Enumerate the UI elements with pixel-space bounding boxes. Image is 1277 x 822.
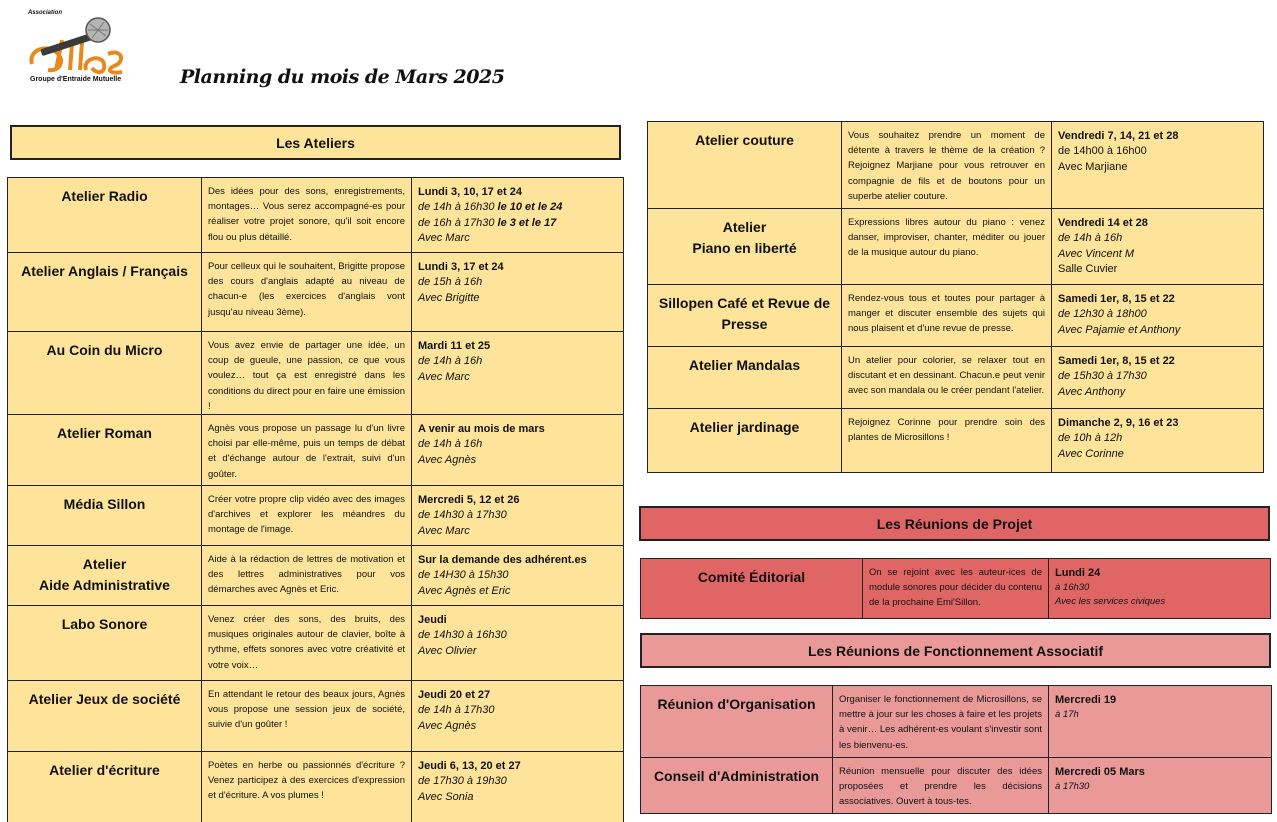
- schedule-date: Lundi 24: [1055, 567, 1101, 579]
- schedule-time: [418, 628, 617, 643]
- activity-schedule: [1052, 209, 1264, 285]
- schedule-host: Avec Agnès: [418, 719, 477, 732]
- table-row: [648, 209, 1264, 285]
- schedule-time-text: de 17h30 à 19h30: [418, 775, 507, 788]
- schedule-date: Lundi 3, 17 et 24: [418, 261, 504, 273]
- activity-name: Atelier Piano en liberté: [648, 209, 842, 285]
- activity-schedule: [412, 332, 624, 415]
- reunions-fonctionnement-table: [640, 685, 1272, 814]
- table-row: [8, 414, 624, 485]
- ateliers-header: [10, 125, 621, 160]
- table-row: [8, 545, 624, 605]
- schedule-time-days: le 3 et le 17: [494, 216, 557, 229]
- schedule-date: Mercredi 19: [1055, 694, 1117, 706]
- schedule-date: Jeudi: [418, 613, 447, 626]
- page-title: Planning du mois de Mars 2025: [180, 66, 505, 88]
- activity-schedule: [1049, 686, 1272, 758]
- schedule-time: [418, 437, 617, 452]
- activity-description: Des idées pour des sons, enregistrements, montages… Vous serez accompagné-es pour réaliser votre projet sonore, qu'il soit encore flou ou plus détaillé.: [202, 178, 412, 253]
- schedule-host: Avec les services civiques: [1055, 595, 1166, 607]
- schedule-date: Jeudi 6, 13, 20 et 27: [418, 759, 521, 772]
- activity-schedule: [412, 605, 624, 680]
- activity-description: Vous avez envie de partager une idée, un coup de gueule, une passion, ce que vous voulez… tout ça est enregistré dans les conditions du direct pour en faire une émission !: [202, 332, 412, 415]
- activity-name: Atelier couture: [648, 122, 842, 209]
- schedule-time-text: de 12h30 à 18h00: [1058, 308, 1147, 321]
- activity-name: Au Coin du Micro: [8, 332, 202, 415]
- reunions-projet-header: [639, 506, 1270, 541]
- activity-description: Aide à la rédaction de lettres de motivation et des lettres administratives pour vos démarches avec Agnès et Eric.: [202, 545, 412, 605]
- schedule-time: de 14h00 à 16h00: [1058, 145, 1147, 158]
- microphone-logo-icon: [26, 14, 130, 78]
- schedule-date: Mardi 11 et 25: [418, 340, 491, 352]
- schedule-time: [418, 200, 617, 215]
- activity-description: Rejoignez Corinne pour prendre soin des plantes de Microsillons !: [842, 409, 1052, 473]
- schedule-date: Mercredi 05 Mars: [1055, 766, 1145, 778]
- schedule-time: [418, 703, 617, 718]
- schedule-time: [1055, 708, 1265, 721]
- schedule-time-text: de 14H30 à 15h30: [418, 569, 509, 582]
- schedule-time-text: de 14h à 17h30: [418, 704, 495, 717]
- activity-name: Atelier jardinage: [648, 409, 842, 473]
- activity-description: On se rejoint avec les auteur-ices de module sonores pour décider du contenu de la prochaine Emi'Sillon.: [863, 559, 1049, 619]
- table-row: [8, 332, 624, 415]
- activity-schedule: [1052, 285, 1264, 347]
- activity-description: Poètes en herbe ou passionnés d'écriture ? Venez participez à des exercices d'expression et d'écriture. A vos plumes !: [202, 751, 412, 822]
- table-row: [8, 485, 624, 545]
- schedule-time-text: à 17h: [1055, 709, 1079, 721]
- activity-name: Atelier Radio: [8, 178, 202, 253]
- schedule-note: Avec Marjiane: [1058, 160, 1128, 173]
- activity-name: Atelier Anglais / Français: [8, 253, 202, 332]
- schedule-date: Samedi 1er, 8, 15 et 22: [1058, 293, 1175, 305]
- activity-description: En attendant le retour des beaux jours, Agnès vous propose une session jeux de société, suivie d'un goûter !: [202, 680, 412, 751]
- schedule-time: [418, 774, 617, 789]
- schedule-host: Avec Anthony: [1058, 385, 1126, 398]
- table-row: [8, 178, 624, 253]
- schedule-time: [1055, 780, 1265, 793]
- schedule-date: Sur la demande des adhérent.es: [418, 553, 587, 566]
- schedule-time-text: à 17h30: [1055, 781, 1090, 793]
- activity-name: Sillopen Café et Revue de Presse: [648, 285, 842, 347]
- schedule-time: [418, 568, 617, 583]
- activity-schedule: [412, 253, 624, 332]
- logo-subtitle: Groupe d'Entraide Mutuelle: [30, 76, 122, 83]
- activity-description: Réunion mensuelle pour discuter des idées proposées et prendre les décisions associatives. Ouvert à tous-tes.: [833, 758, 1049, 814]
- activity-description: Organiser le fonctionnement de Microsillons, se mettre à jour sur les choses à faire et les projets à venir… Les adhérent-es voulant s'investir sont les bienvenu-es.: [833, 686, 1049, 758]
- schedule-date: Vendredi 7, 14, 21 et 28: [1058, 130, 1179, 142]
- activity-name: Atelier Jeux de société: [8, 680, 202, 751]
- activity-schedule: [1052, 122, 1264, 209]
- activity-description: Vous souhaitez prendre un moment de détente à travers le thème de la création ? Rejoignez Marjiane pour vous retrouver en compagnie de fils et de boutons pour un superbe atelier couture.: [842, 122, 1052, 209]
- activity-schedule: [1049, 758, 1272, 814]
- activity-schedule: [412, 414, 624, 485]
- schedule-time: [418, 354, 617, 369]
- schedule-time: [1058, 431, 1257, 446]
- schedule-date: Jeudi 20 et 27: [418, 688, 491, 701]
- schedule-time-text: de 15h30 à 17h30: [1058, 370, 1147, 383]
- schedule-time-text: de 14h à 16h: [1058, 232, 1123, 245]
- activity-description: Venez créer des sons, des bruits, des musiques originales autour de clavier, boîte à rythme, effets sonores avec votre créativité et votre voix…: [202, 605, 412, 680]
- schedule-date: Lundi 3, 10, 17 et 24: [418, 186, 522, 198]
- schedule-note: Salle Cuvier: [1058, 263, 1118, 276]
- logo-association-text: Association: [28, 10, 63, 16]
- schedule-time-text: de 14h30 à 16h30: [418, 629, 507, 642]
- activity-name: Atelier d'écriture: [8, 751, 202, 822]
- table-row: [648, 409, 1264, 473]
- schedule-host: Avec Marc: [418, 524, 470, 537]
- table-row: [648, 285, 1264, 347]
- schedule-time-text: de 15h à 16h: [418, 276, 483, 289]
- schedule-host: Avec Agnès: [418, 453, 477, 466]
- schedule-date: Mercredi 5, 12 et 26: [418, 493, 520, 506]
- schedule-time-text: de 10h à 12h: [1058, 432, 1123, 445]
- schedule-time-text: de 14h à 16h: [418, 355, 483, 368]
- ateliers-left-table: [7, 177, 624, 822]
- schedule-time: [1058, 369, 1257, 384]
- reunions-fonctionnement-header: [640, 633, 1271, 668]
- reunions-fonctionnement-header-label: Les Réunions de Fonctionnement Associatif: [807, 642, 1104, 659]
- activity-schedule: [1052, 347, 1264, 409]
- schedule-time: [1058, 231, 1257, 246]
- schedule-date: Samedi 1er, 8, 15 et 22: [1058, 355, 1175, 367]
- schedule-time: [418, 216, 617, 231]
- table-row: [8, 680, 624, 751]
- schedule-time-text: de 14h30 à 17h30: [418, 509, 507, 522]
- activity-schedule: [412, 485, 624, 545]
- schedule-time-text: de 14h à 16h30: [418, 201, 495, 214]
- schedule-time: [418, 508, 617, 523]
- logo: [26, 10, 130, 86]
- schedule-date: A venir au mois de mars: [418, 422, 545, 435]
- schedule-time-text: à 16h30: [1055, 582, 1090, 594]
- table-row: [641, 758, 1272, 814]
- activity-schedule: [1052, 409, 1264, 473]
- activity-schedule: [1049, 559, 1271, 619]
- table-row: [8, 751, 624, 822]
- activity-schedule: [412, 545, 624, 605]
- activity-name: Atelier Mandalas: [648, 347, 842, 409]
- activity-name: Comité Éditorial: [641, 559, 863, 619]
- activity-description: Pour celleux qui le souhaitent, Brigitte propose des cours d'anglais adapté au niveau de chacun-e (les exercices d'anglais vont jusqu'au niveau 3ème).: [202, 253, 412, 332]
- schedule-host: Avec Corinne: [1058, 447, 1124, 460]
- table-row: [641, 686, 1272, 758]
- schedule-host: Avec Sonia: [418, 790, 474, 803]
- schedule-time: [418, 275, 617, 290]
- schedule-host: Avec Agnès et Eric: [418, 584, 511, 597]
- schedule-host: Avec Brigitte: [418, 291, 480, 304]
- schedule-time: [1058, 307, 1257, 322]
- schedule-host: Avec Vincent M: [1058, 247, 1135, 260]
- activity-name: Labo Sonore: [8, 605, 202, 680]
- table-row: [648, 347, 1264, 409]
- activity-description: Rendez-vous tous et toutes pour partager à manger et discuter ensemble des sujets qui nous plaisent et d'une revue de presse.: [842, 285, 1052, 347]
- schedule-time-text: de 14h à 16h: [418, 438, 483, 451]
- activity-schedule: [412, 751, 624, 822]
- table-row: [648, 122, 1264, 209]
- reunions-projet-table: [640, 558, 1271, 619]
- activity-description: Créer votre propre clip vidéo avec des images d'archives et explorer les méandres du montage de l'image.: [202, 485, 412, 545]
- schedule-time-days: le 10 et le 24: [494, 201, 563, 214]
- activity-description: Agnès vous propose un passage lu d'un livre choisi par elle-même, puis un temps de débat et d'échange autour de l'extrait, suivi d'un goûter.: [202, 414, 412, 485]
- schedule-host: Avec Pajamie et Anthony: [1058, 323, 1181, 336]
- activity-name: Réunion d'Organisation: [641, 686, 833, 758]
- table-row: [8, 605, 624, 680]
- schedule-date: Vendredi 14 et 28: [1058, 217, 1148, 229]
- activity-name: Atelier Roman: [8, 414, 202, 485]
- activity-schedule: [412, 680, 624, 751]
- activity-schedule: [412, 178, 624, 253]
- schedule-time: [1055, 581, 1264, 594]
- schedule-time-text: de 16h à 17h30: [418, 216, 495, 229]
- activity-description: Un atelier pour colorier, se relaxer tout en discutant et en dessinant. Chacun.e peut venir avec son mandala ou le créer pendant l'atelier.: [842, 347, 1052, 409]
- table-row: [641, 559, 1271, 619]
- ateliers-right-table: [647, 121, 1264, 473]
- activity-name: Média Sillon: [8, 485, 202, 545]
- activity-name: Atelier Aide Administrative: [8, 545, 202, 605]
- activity-description: Expressions libres autour du piano : venez danser, improviser, chanter, méditer ou jouer de la musique autour du piano.: [842, 209, 1052, 285]
- table-row: [8, 253, 624, 332]
- reunions-projet-header-label: Les Réunions de Projet: [876, 515, 1033, 532]
- schedule-host: Avec Marc: [418, 370, 470, 383]
- activity-name: Conseil d'Administration: [641, 758, 833, 814]
- schedule-date: Dimanche 2, 9, 16 et 23: [1058, 417, 1179, 429]
- schedule-host: Avec Olivier: [418, 644, 477, 657]
- schedule-host: Avec Marc: [418, 232, 470, 245]
- ateliers-header-label: Les Ateliers: [276, 134, 355, 151]
